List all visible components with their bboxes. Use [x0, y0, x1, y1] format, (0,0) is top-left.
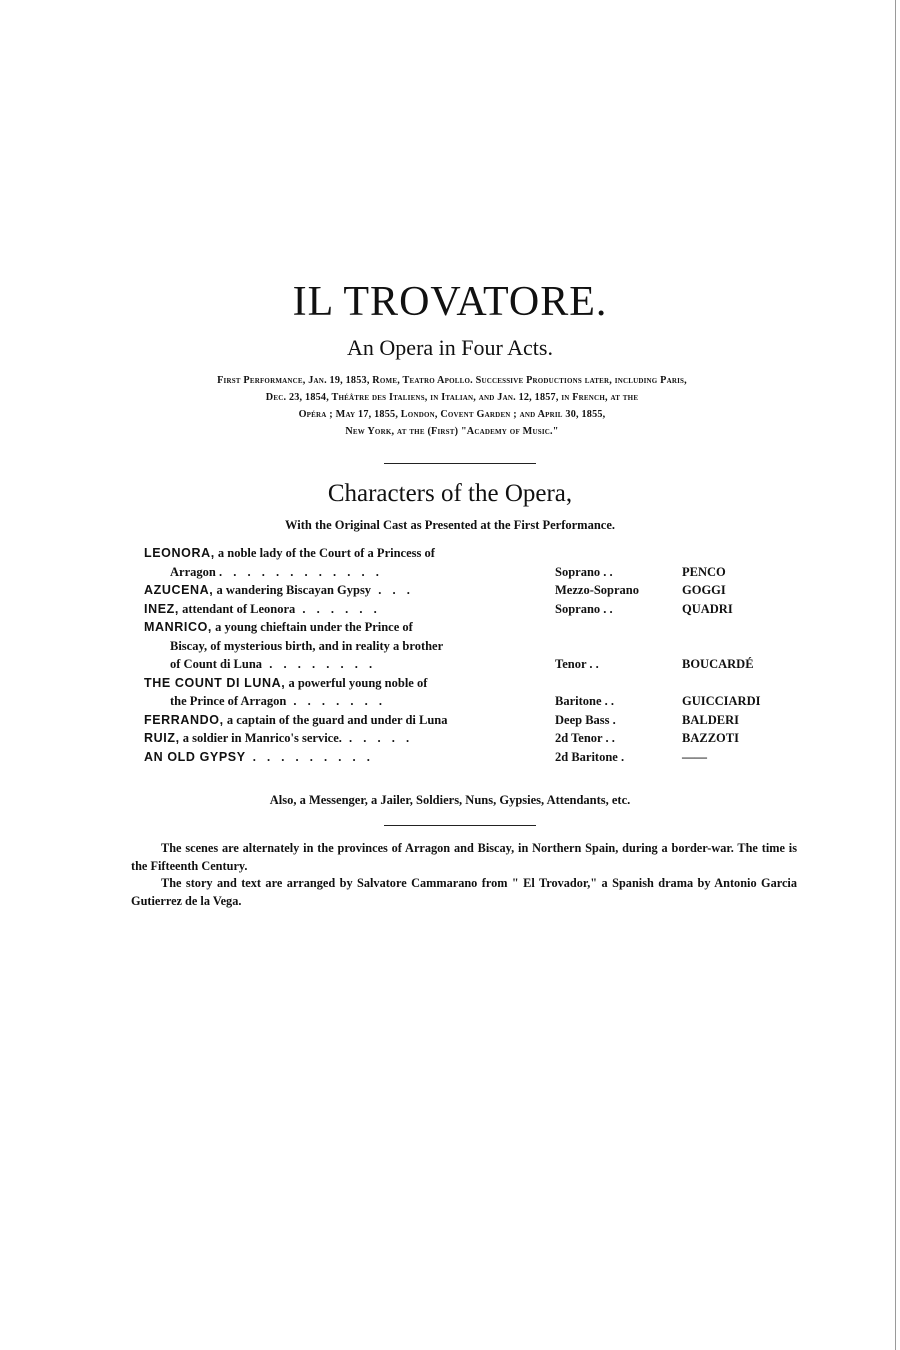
character-desc: a wandering Biscayan Gypsy [213, 583, 372, 597]
divider-rule [384, 825, 536, 826]
cast-list [144, 544, 804, 766]
voice-type: Soprano . . [555, 564, 613, 579]
voice-type: Tenor . . [555, 657, 599, 671]
character-name: LEONORA, [144, 546, 215, 560]
first-performance-note [126, 372, 778, 440]
character-desc: a noble lady of the Court of a Princess of [214, 546, 435, 560]
character-description [144, 544, 544, 581]
character-name: RUIZ, [144, 731, 180, 745]
singer-name: —— [682, 749, 707, 764]
character-name: THE COUNT DI LUNA, [144, 675, 286, 690]
performance-line: New York, at the (First) "Academy of Music." [345, 426, 559, 437]
cast-row [144, 729, 804, 748]
opera-title: IL TROVATORE. [292, 279, 608, 325]
singer-name: BALDERI [682, 712, 739, 727]
voice-type: 2d Tenor . . [555, 731, 615, 745]
cast-row [144, 618, 804, 674]
character-name: INEZ, [144, 601, 179, 616]
voice-type: 2d Baritone . [555, 749, 625, 764]
voice-type: Baritone . . [555, 694, 615, 708]
character-name: AN OLD GYPSY [144, 749, 246, 764]
page-edge-line [895, 0, 896, 1350]
character-description [144, 729, 544, 748]
character-desc-cont: of Count di Luna [170, 657, 263, 671]
leader-dots: . . . . . . . . [262, 657, 377, 671]
scenes-paragraph: The scenes are alternately in the provinces of Arragon and Biscay, in Northern Spain, during a border-war. The time is the Fifteenth Century. [131, 841, 797, 873]
cast-note: With the Original Cast as Presented at the First Performance. [284, 518, 616, 532]
leader-dots: . . . . . . . . . [245, 749, 374, 764]
divider-rule [384, 463, 536, 464]
cast-row [144, 600, 804, 619]
leader-dots: . . . . . . [295, 601, 381, 616]
character-desc-cont: Biscay, of mysterious birth, and in reality a brother [170, 638, 444, 653]
character-description [144, 618, 544, 674]
characters-heading: Characters of the Opera, [327, 480, 573, 507]
leader-dots: . . . [371, 583, 414, 597]
singer-name: BAZZOTI [682, 731, 739, 745]
character-name: AZUCENA, [144, 583, 214, 597]
character-desc: a young chieftain under the Prince of [212, 620, 413, 634]
singer-name: PENCO [682, 564, 726, 579]
character-desc: a captain of the guard and under di Luna [223, 712, 448, 727]
cast-row [144, 581, 804, 600]
character-desc-cont: Arragon [170, 564, 216, 579]
character-name: FERRANDO, [144, 712, 224, 727]
character-description [144, 748, 544, 767]
also-line: Also, a Messenger, a Jailer, Soldiers, Nuns, Gypsies, Attendants, etc. [269, 793, 631, 807]
scenes-note [131, 840, 797, 910]
character-description [144, 600, 544, 619]
voice-type: Deep Bass . [555, 712, 616, 727]
character-description [144, 581, 544, 600]
performance-line: First Performance, Jan. 19, 1853, Rome, Teatro Apollo. Successive Productions later, including Paris, [217, 375, 687, 386]
scenes-paragraph: The story and text are arranged by Salvatore Cammarano from " El Trovador," a Spanish drama by Antonio Garcia Gutierrez de la Vega. [131, 876, 797, 908]
opera-subtitle: An Opera in Four Acts. [347, 335, 553, 360]
cast-row [144, 544, 804, 581]
character-desc-cont: the Prince of Arragon [170, 694, 287, 708]
leader-dots: . . . . . . . . . . . . [218, 564, 383, 579]
performance-line: Opéra ; May 17, 1855, London, Covent Garden ; and April 30, 1855, [298, 409, 606, 420]
singer-name: BOUCARDÉ [682, 657, 754, 671]
singer-name: QUADRI [682, 601, 733, 616]
voice-type: Soprano . . [555, 601, 613, 616]
character-desc: a powerful young noble of [285, 675, 428, 690]
character-desc: attendant of Leonora [178, 601, 296, 616]
cast-row [144, 748, 804, 767]
singer-name: GOGGI [682, 583, 726, 597]
character-description [144, 674, 544, 711]
performance-line: Dec. 23, 1854, Théâtre des Italiens, in Italian, and Jan. 12, 1857, in French, at the [265, 392, 639, 403]
character-name: MANRICO, [144, 620, 212, 634]
cast-row [144, 674, 804, 711]
leader-dots: . . . . . . . [286, 694, 387, 708]
singer-name: GUICCIARDI [682, 694, 761, 708]
character-desc: a soldier in Manrico's service. [179, 731, 342, 745]
character-description [144, 711, 544, 730]
cast-row [144, 711, 804, 730]
leader-dots: . . . . . [341, 731, 414, 745]
voice-type: Mezzo-Soprano [555, 583, 640, 597]
